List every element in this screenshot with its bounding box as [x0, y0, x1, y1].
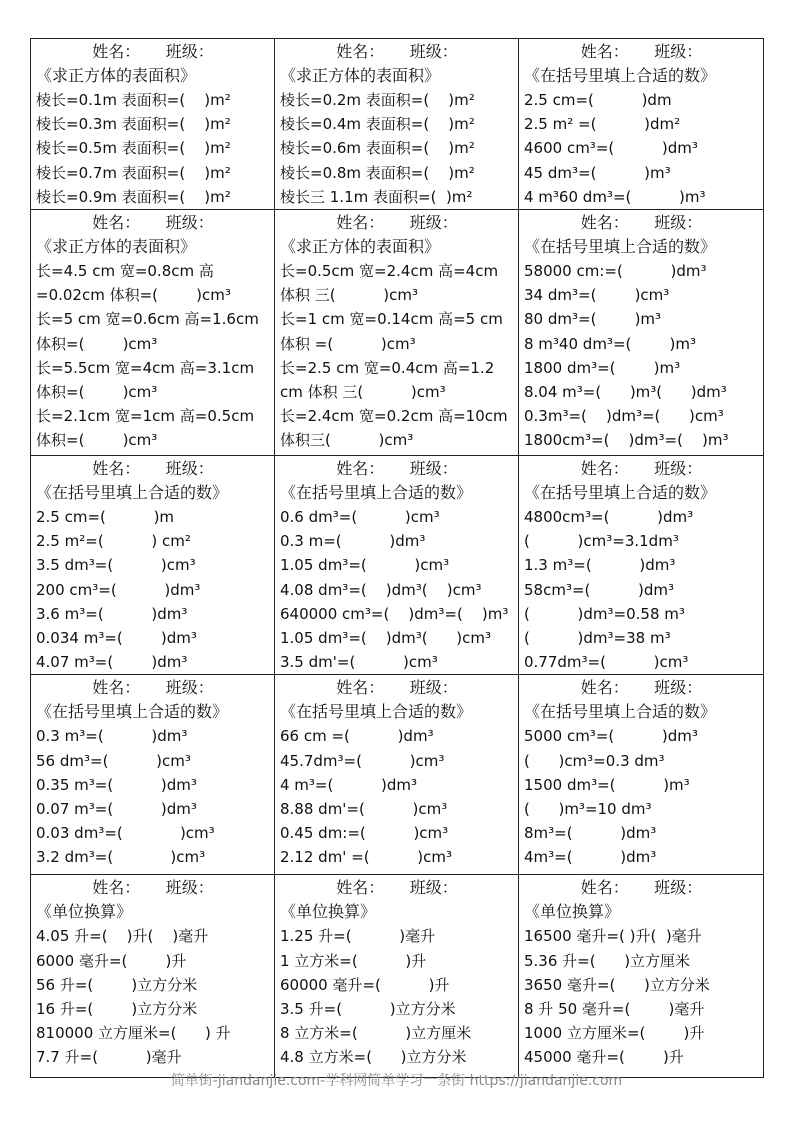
exercise-line: 2.5 cm=( )dm	[524, 91, 672, 109]
exercise-line: 4.8 立方米=( )立方分米	[280, 1048, 467, 1067]
exercise-line: 45 dm³=( )m³	[524, 163, 671, 182]
name-class-header: 姓名： 班级：	[336, 678, 458, 698]
exercise-line: 1 立方米=( )升	[280, 951, 427, 970]
exercise-block	[275, 675, 519, 875]
exercise-line: 0.034 m³=( )dm³	[36, 629, 197, 648]
name-class-header: 姓名： 班级：	[580, 459, 703, 479]
exercise-title: 《在括号里填上合适的数》	[36, 702, 229, 722]
name-class-header: 姓名： 班级：	[92, 459, 214, 479]
exercise-line: 棱长=0.5m 表面积=( )m²	[36, 139, 231, 158]
exercise-block	[519, 875, 764, 1078]
exercise-line: 1.25 升=( )毫升	[280, 927, 436, 946]
name-class-header: 姓名： 班级：	[92, 213, 214, 233]
exercise-line: 200 cm³=( )dm³	[36, 580, 201, 599]
exercise-line: 7.7 升=( )毫升	[36, 1048, 182, 1067]
exercise-block	[31, 675, 275, 875]
exercise-line: 体积三( )cm³	[280, 431, 414, 450]
exercise-line: 棱长=0.8m 表面积=( )m²	[280, 163, 475, 182]
exercise-line: 3.5 dm³=( )cm³	[36, 556, 196, 575]
exercise-block	[275, 39, 519, 210]
exercise-line: 58cm³=( )dm³	[524, 580, 675, 599]
exercise-line: 0.6 dm³=( )cm³	[280, 508, 440, 527]
exercise-title: 《求正方体的表面积》	[36, 237, 197, 257]
exercise-line: 4m³=( )dm³	[524, 848, 657, 867]
exercise-line: 长=2.5 cm 宽=0.4cm 高=1.2	[280, 358, 495, 377]
exercise-title: 《在括号里填上合适的数》	[524, 237, 717, 257]
exercise-title: 《单位换算》	[524, 902, 621, 922]
exercise-line: 4.05 升=( )升( )毫升	[36, 927, 209, 946]
exercise-line: 0.3 m³=( )dm³	[36, 727, 188, 746]
exercise-title: 《在括号里填上合适的数》	[36, 483, 229, 503]
exercise-line: 1.3 m³=( )dm³	[524, 556, 676, 575]
exercise-line: 3.5 升=( )立方分米	[280, 1000, 456, 1019]
exercise-line: 1800 dm³=( )m³	[524, 358, 681, 377]
exercise-line: 16 升=( )立方分米	[36, 1000, 198, 1019]
exercise-line: 4800cm³=( )dm³	[524, 508, 694, 527]
exercise-title: 《求正方体的表面积》	[280, 237, 441, 257]
exercise-block	[519, 456, 764, 675]
exercise-block	[31, 456, 275, 675]
exercise-title: 《求正方体的表面积》	[280, 66, 441, 85]
name-class-header: 姓名： 班级：	[580, 42, 703, 61]
exercise-line: 16500 毫升=( )升( )毫升	[524, 927, 702, 946]
exercise-line: 5.36 升=( )立方厘米	[524, 951, 691, 970]
exercise-line: 棱长=0.6m 表面积=( )m²	[280, 139, 475, 158]
exercise-line: 58000 cm:=( )dm³	[524, 262, 707, 281]
exercise-block	[275, 210, 519, 456]
worksheet-grid	[30, 38, 764, 1078]
exercise-block	[519, 39, 764, 210]
exercise-title: 《在括号里填上合适的数》	[280, 483, 473, 503]
exercise-line: 8 m³40 dm³=( )m³	[524, 334, 696, 353]
name-class-header: 姓名： 班级：	[92, 42, 214, 61]
exercise-line: 棱长=0.9m 表面积=( )m²	[36, 187, 231, 206]
exercise-line: 5000 cm³=( )dm³	[524, 727, 698, 746]
exercise-line: 66 cm =( )dm³	[280, 727, 434, 746]
exercise-line: 2.12 dm' =( )cm³	[280, 848, 453, 867]
exercise-line: ( )dm³=38 m³	[524, 629, 671, 648]
exercise-title: 《在括号里填上合适的数》	[280, 702, 473, 722]
exercise-line: 长=4.5 cm 宽=0.8cm 高	[36, 262, 214, 281]
exercise-line: 3650 毫升=( )立方分米	[524, 975, 710, 994]
exercise-line: ( )dm³=0.58 m³	[524, 604, 685, 623]
worksheet-row	[31, 210, 764, 456]
exercise-line: 棱长=0.1m 表面积=( )m²	[36, 91, 231, 109]
exercise-title: 《单位换算》	[36, 902, 133, 922]
exercise-line: 4 m³=( )dm³	[280, 775, 418, 794]
exercise-line: 45.7dm³=( )cm³	[280, 751, 445, 770]
worksheet-row	[31, 875, 764, 1078]
exercise-line: 1800cm³=( )dm³=( )m³	[524, 431, 729, 450]
exercise-line: 4 m³60 dm³=( )m³	[524, 187, 706, 206]
exercise-line: 体积=( )cm³	[36, 334, 158, 353]
exercise-line: 8 立方米=( )立方厘米	[280, 1024, 472, 1043]
exercise-line: 长=2.1cm 宽=1cm 高=0.5cm	[36, 407, 255, 426]
exercise-line: 0.3m³=( )dm³=( )cm³	[524, 407, 724, 426]
name-class-header: 姓名： 班级：	[580, 878, 703, 898]
exercise-line: 80 dm³=( )m³	[524, 310, 662, 329]
exercise-line: 长=2.4cm 宽=0.2cm 高=10cm	[280, 407, 508, 426]
exercise-line: cm 体积 三( )cm³	[280, 383, 446, 402]
exercise-line: 45000 毫升=( )升	[524, 1048, 684, 1067]
exercise-line: 长=1 cm 宽=0.14cm 高=5 cm	[280, 310, 503, 329]
exercise-line: 56 升=( )立方分米	[36, 975, 198, 994]
worksheet-row	[31, 39, 764, 210]
exercise-line: 体积=( )cm³	[36, 431, 158, 450]
exercise-line: 0.07 m³=( )dm³	[36, 800, 197, 819]
exercise-line: 8 升 50 毫升=( )毫升	[524, 1000, 705, 1019]
exercise-line: 棱长=0.3m 表面积=( )m²	[36, 115, 231, 134]
exercise-line: 棱长=0.4m 表面积=( )m²	[280, 115, 475, 134]
exercise-line: 1.05 dm³=( )dm³( )cm³	[280, 629, 491, 648]
exercise-title: 《在括号里填上合适的数》	[524, 483, 717, 503]
exercise-line: 4600 cm³=( )dm³	[524, 139, 698, 158]
exercise-line: =0.02cm 体积=( )cm³	[36, 286, 231, 305]
exercise-line: 34 dm³=( )cm³	[524, 286, 670, 305]
name-class-header: 姓名： 班级：	[92, 678, 214, 698]
exercise-line: 1500 dm³=( )m³	[524, 775, 690, 794]
exercise-block	[31, 875, 275, 1078]
exercise-line: 3.2 dm³=( )cm³	[36, 848, 206, 867]
name-class-header: 姓名： 班级：	[336, 213, 458, 233]
exercise-line: 4.08 dm³=( )dm³( )cm³	[280, 580, 482, 599]
exercise-block	[31, 210, 275, 456]
exercise-line: 0.35 m³=( )dm³	[36, 775, 197, 794]
worksheet-row	[31, 675, 764, 875]
exercise-line: ( )m³=10 dm³	[524, 800, 652, 819]
exercise-line: 8.88 dm'=( )cm³	[280, 800, 448, 819]
exercise-line: ( )cm³=3.1dm³	[524, 532, 679, 551]
exercise-line: 3.6 m³=( )dm³	[36, 604, 188, 623]
exercise-line: 6000 毫升=( )升	[36, 951, 187, 970]
name-class-header: 姓名： 班级：	[580, 678, 703, 698]
exercise-line: 810000 立方厘米=( ) 升	[36, 1024, 231, 1043]
exercise-line: 8.04 m³=( )m³( )dm³	[524, 383, 727, 402]
exercise-title: 《单位换算》	[280, 902, 377, 922]
exercise-line: 8m³=( )dm³	[524, 824, 657, 843]
exercise-line: 0.77dm³=( )cm³	[524, 653, 689, 672]
exercise-block	[31, 39, 275, 210]
name-class-header: 姓名： 班级：	[336, 42, 458, 61]
exercise-line: 棱长=0.7m 表面积=( )m²	[36, 163, 231, 182]
exercise-block	[519, 675, 764, 875]
exercise-title: 《在括号里填上合适的数》	[524, 66, 717, 85]
exercise-line: 长=5.5cm 宽=4cm 高=3.1cm	[36, 358, 255, 377]
exercise-line: 3.5 dm'=( )cm³	[280, 653, 438, 672]
exercise-line: 长=0.5cm 宽=2.4cm 高=4cm	[280, 262, 499, 281]
name-class-header: 姓名： 班级：	[336, 459, 458, 479]
exercise-line: 长=5 cm 宽=0.6cm 高=1.6cm	[36, 310, 259, 329]
exercise-line: 1000 立方厘米=( )升	[524, 1024, 705, 1043]
exercise-line: 4.07 m³=( )dm³	[36, 653, 188, 672]
exercise-line: 56 dm³=( )cm³	[36, 751, 191, 770]
exercise-line: 0.45 dm:=( )cm³	[280, 824, 449, 843]
exercise-line: 640000 cm³=( )dm³=( )m³	[280, 604, 509, 623]
footer-watermark: 简单街-jiandanjie.com-学科网简单学习一条街 https://jiandanjie.com	[170, 1073, 623, 1089]
name-class-header: 姓名： 班级：	[336, 878, 458, 898]
exercise-block	[275, 456, 519, 675]
exercise-line: 棱长=0.2m 表面积=( )m²	[280, 91, 475, 109]
exercise-line: 0.03 dm³=( )cm³	[36, 824, 215, 843]
exercise-block	[275, 875, 519, 1078]
exercise-line: 棱长三 1.1m 表面积=( )m²	[280, 187, 473, 206]
exercise-block	[519, 210, 764, 456]
exercise-line: 体积 三( )cm³	[280, 286, 419, 305]
exercise-title: 《在括号里填上合适的数》	[524, 702, 717, 722]
exercise-line: 2.5 m² =( )dm²	[524, 115, 681, 134]
name-class-header: 姓名： 班级：	[92, 878, 214, 898]
exercise-line: ( )cm³=0.3 dm³	[524, 751, 665, 770]
exercise-line: 60000 毫升=( )升	[280, 975, 450, 994]
exercise-line: 体积 =( )cm³	[280, 334, 416, 353]
exercise-line: 2.5 m²=( ) cm²	[36, 532, 191, 551]
exercise-line: 2.5 cm=( )m	[36, 508, 175, 527]
name-class-header: 姓名： 班级：	[580, 213, 703, 233]
exercise-line: 1.05 dm³=( )cm³	[280, 556, 450, 575]
exercise-title: 《求正方体的表面积》	[36, 66, 197, 85]
exercise-line: 体积=( )cm³	[36, 383, 158, 402]
worksheet-row	[31, 456, 764, 675]
exercise-line: 0.3 m=( )dm³	[280, 532, 426, 551]
